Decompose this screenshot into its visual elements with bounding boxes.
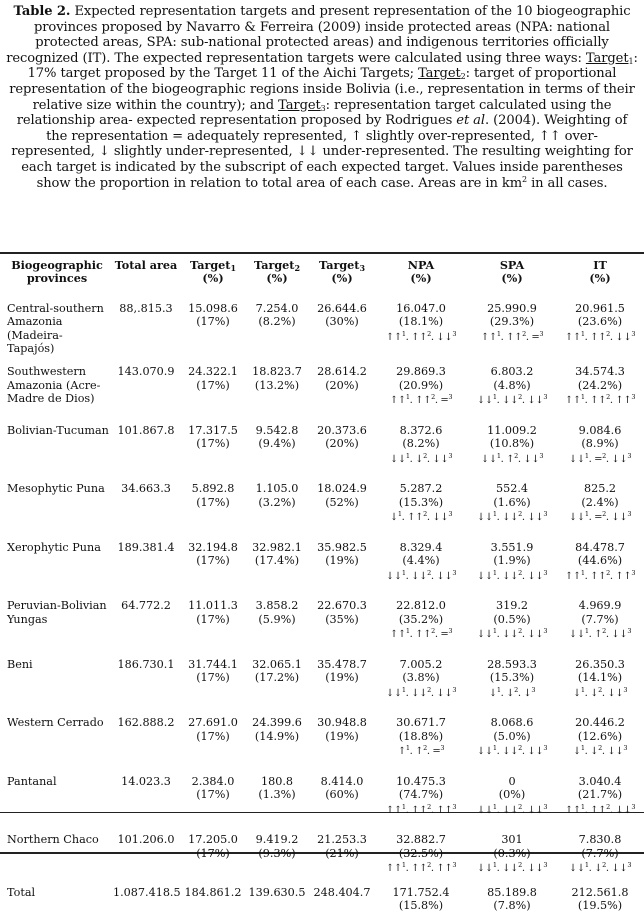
- it-percent: (12.6%): [577, 729, 623, 743]
- target-2-value: 32.982.1: [252, 540, 302, 554]
- target-2-percent: (9.3%): [258, 846, 296, 860]
- target-2-percent: (1.3%): [258, 788, 296, 802]
- target-3-cell: [309, 292, 375, 356]
- target-1-value: 32.194.8: [188, 540, 238, 554]
- target-2-cell: [245, 706, 309, 765]
- target-3-percent: (19%): [325, 729, 359, 743]
- it-percent: (24.2%): [577, 378, 623, 392]
- target-2-cell: [245, 472, 309, 531]
- target-1-cell: [181, 765, 245, 824]
- target-3-cell: [309, 823, 375, 882]
- target-2-cell: [245, 765, 309, 824]
- table-label: Table 2.: [13, 4, 71, 19]
- target-1-cell: [181, 706, 245, 765]
- total-area-cell: 64.772.2: [121, 599, 171, 613]
- npa-cell: [375, 706, 467, 765]
- target-3-percent: (19%): [325, 671, 359, 685]
- target-1-percent: (17%): [196, 315, 230, 329]
- header-row: [3, 256, 643, 292]
- province-name: Northern Chaco: [7, 833, 99, 847]
- total-npa: 171.752.4 (15.8%): [392, 885, 450, 913]
- it-value: 825.2: [583, 482, 617, 496]
- total-target-3: 248.404.7: [313, 885, 371, 899]
- target-1-percent: (17%): [196, 846, 230, 860]
- target-1-value: 2.384.0: [191, 774, 235, 788]
- it-cell: [557, 589, 643, 648]
- npa-value: 16.047.0: [396, 301, 446, 315]
- npa-percent: (32.5%): [398, 846, 444, 860]
- target-3-value: 26.644.6: [317, 301, 367, 315]
- target-1-value: 15.098.6: [188, 301, 238, 315]
- total-area-cell: 101.867.8: [117, 423, 175, 437]
- target-2-cell: [245, 823, 309, 882]
- it-cell: [557, 823, 643, 882]
- npa-weighting: ↓$^1$. ↑↑$^2$. ↓↓$^3$: [389, 510, 453, 524]
- target-1-value: 5.892.8: [191, 482, 235, 496]
- table-top-rule: [0, 252, 644, 254]
- target-1-percent: (17%): [196, 437, 230, 451]
- npa-percent: (74.7%): [398, 788, 444, 802]
- spa-cell: [467, 531, 557, 590]
- target-3-value: 22.670.3: [317, 599, 367, 613]
- it-weighting: ↓↓$^1$. ↓$^2$. ↓↓$^3$: [568, 861, 632, 875]
- header-total-area: Total area: [114, 258, 178, 272]
- province-name: Pantanal: [7, 774, 57, 788]
- it-value: 26.350.3: [575, 657, 625, 671]
- target-2-percent: (8.2%): [258, 315, 296, 329]
- target-1-cell: [181, 414, 245, 473]
- target-2-percent: (14.9%): [254, 729, 300, 743]
- target-1-value: 17.205.0: [188, 833, 238, 847]
- npa-cell: [375, 531, 467, 590]
- it-percent: (2.4%): [581, 495, 619, 509]
- target-1-percent: (17%): [196, 788, 230, 802]
- target-3-cell: [309, 589, 375, 648]
- target-1-percent: (17%): [196, 378, 230, 392]
- spa-weighting: ↓↓$^1$. ↓↓$^2$. ↓↓$^3$: [476, 861, 548, 875]
- spa-percent: (1.6%): [493, 495, 531, 509]
- target-2-percent: (17.2%): [254, 671, 300, 685]
- it-cell: [557, 765, 643, 824]
- target-2-value: 1.105.0: [255, 482, 299, 496]
- npa-percent: (15.3%): [398, 495, 444, 509]
- spa-cell: [467, 589, 557, 648]
- spa-percent: (10.8%): [489, 437, 535, 451]
- target-3-cell: [309, 765, 375, 824]
- npa-value: 32.882.7: [396, 833, 446, 847]
- it-weighting: ↑↑$^1$. ↑↑$^2$. ↓↓$^3$: [564, 329, 636, 343]
- spa-weighting: ↓↓$^1$. ↓↓$^2$. ↓↓$^3$: [476, 568, 548, 582]
- target-3-percent: (20%): [325, 378, 359, 392]
- total-area-cell: 14.023.3: [121, 774, 171, 788]
- npa-weighting: ↑$^1$. ↑$^2$. =$^3$: [397, 744, 445, 758]
- npa-weighting: ↑↑$^1$. ↑↑$^2$. ↓↓$^3$: [385, 329, 457, 343]
- total-area-cell: 34.663.3: [121, 482, 171, 496]
- target-2-value: 3.858.2: [255, 599, 299, 613]
- it-cell: [557, 414, 643, 473]
- spa-value: 25.990.9: [487, 301, 537, 315]
- total-it: 212.561.8 (19.5%): [571, 885, 629, 913]
- table-row: [3, 355, 643, 414]
- total-area-cell: 162.888.2: [117, 716, 175, 730]
- npa-value: 8.329.4: [399, 540, 443, 554]
- spa-percent: (0.3%): [493, 846, 531, 860]
- target-3-percent: (52%): [325, 495, 359, 509]
- table-row: [3, 648, 643, 707]
- target-2-percent: (13.2%): [254, 378, 300, 392]
- spa-value: 552.4: [495, 482, 529, 496]
- province-name: Mesophytic Puna: [7, 482, 105, 496]
- spa-percent: (0.5%): [493, 612, 531, 626]
- it-percent: (7.7%): [581, 846, 619, 860]
- spa-percent: (4.8%): [493, 378, 531, 392]
- npa-weighting: ↓↓$^1$. ↓↓$^2$. ↓↓$^3$: [385, 568, 457, 582]
- target-1-cell: [181, 531, 245, 590]
- target-2-cell: [245, 589, 309, 648]
- target-1-percent: (17%): [196, 671, 230, 685]
- it-percent: (7.7%): [581, 612, 619, 626]
- target-1-cell: [181, 648, 245, 707]
- it-cell: [557, 472, 643, 531]
- table-row: [3, 414, 643, 473]
- header-it: IT (%): [589, 258, 611, 286]
- target-2-cell: [245, 292, 309, 356]
- table-row: [3, 292, 643, 356]
- spa-weighting: ↑↑$^1$. ↑↑$^2$. =$^3$: [480, 329, 544, 343]
- npa-value: 22.812.0: [396, 599, 446, 613]
- it-cell: [557, 648, 643, 707]
- spa-cell: [467, 823, 557, 882]
- it-value: 34.574.3: [575, 365, 625, 379]
- it-weighting: ↓↓$^1$. =$^2$. ↓↓$^3$: [568, 451, 632, 465]
- total-area-cell: 101.206.0: [117, 833, 175, 847]
- header-target-1: Target$_1$ (%): [189, 258, 237, 286]
- target-1-percent: (17%): [196, 554, 230, 568]
- spa-value: 0: [508, 774, 516, 788]
- total-area-cell: 189.381.4: [117, 540, 175, 554]
- npa-weighting: ↑↑$^1$. ↑↑$^2$. ↑↑$^3$: [385, 802, 457, 816]
- npa-weighting: ↑↑$^1$. ↑↑$^2$. =$^3$: [389, 393, 453, 407]
- header-target-2: Target$_2$ (%): [253, 258, 301, 286]
- npa-value: 10.475.3: [396, 774, 446, 788]
- table-row: [3, 765, 643, 824]
- it-percent: (8.9%): [581, 437, 619, 451]
- spa-value: 11.009.2: [487, 423, 537, 437]
- target-3-value: 21.253.3: [317, 833, 367, 847]
- npa-cell: [375, 765, 467, 824]
- npa-percent: (8.2%): [402, 437, 440, 451]
- target-3-percent: (20%): [325, 437, 359, 451]
- spa-cell: [467, 706, 557, 765]
- target-3-percent: (19%): [325, 554, 359, 568]
- it-weighting: ↑↑$^1$. ↑↑$^2$. ↑↑$^3$: [564, 393, 636, 407]
- it-cell: [557, 292, 643, 356]
- target-1-cell: [181, 589, 245, 648]
- spa-percent: (15.3%): [489, 671, 535, 685]
- it-cell: [557, 355, 643, 414]
- spa-weighting: ↓↓$^1$. ↓↓$^2$. ↓↓$^3$: [476, 627, 548, 641]
- target-2-value: 9.419.2: [255, 833, 299, 847]
- target-3-percent: (35%): [325, 612, 359, 626]
- target-3-cell: [309, 531, 375, 590]
- it-percent: (14.1%): [577, 671, 623, 685]
- target-2-value: 7.254.0: [255, 301, 299, 315]
- spa-percent: (5.0%): [493, 729, 531, 743]
- target-1-value: 17.317.5: [188, 423, 238, 437]
- target-3-value: 35.982.5: [317, 540, 367, 554]
- total-area-cell: 143.070.9: [117, 365, 175, 379]
- target-3-value: 28.614.2: [317, 365, 367, 379]
- target-3-value: 35.478.7: [317, 657, 367, 671]
- npa-percent: (3.8%): [402, 671, 440, 685]
- spa-weighting: ↓↓$^1$. ↓↓$^2$. ↓↓$^3$: [476, 802, 548, 816]
- table-row: [3, 531, 643, 590]
- target-3-percent: (60%): [325, 788, 359, 802]
- target-2-percent: (9.4%): [258, 437, 296, 451]
- npa-cell: [375, 823, 467, 882]
- npa-percent: (18.1%): [398, 315, 444, 329]
- header-spa: SPA (%): [499, 258, 525, 286]
- target-2-value: 180.8: [260, 774, 294, 788]
- spa-cell: [467, 765, 557, 824]
- npa-percent: (18.8%): [398, 729, 444, 743]
- npa-cell: [375, 589, 467, 648]
- target-3-value: 8.414.0: [320, 774, 364, 788]
- it-weighting: ↓↓$^1$. =$^2$. ↓↓$^3$: [568, 510, 632, 524]
- header-provinces: Biogeographic provinces: [11, 258, 103, 286]
- spa-percent: (1.9%): [493, 554, 531, 568]
- it-cell: [557, 706, 643, 765]
- npa-cell: [375, 648, 467, 707]
- npa-percent: (35.2%): [398, 612, 444, 626]
- npa-cell: [375, 292, 467, 356]
- npa-percent: (4.4%): [402, 554, 440, 568]
- spa-value: 28.593.3: [487, 657, 537, 671]
- target-2-cell: [245, 531, 309, 590]
- table-row: [3, 823, 643, 882]
- total-area-cell: 186.730.1: [117, 657, 175, 671]
- it-value: 20.446.2: [575, 716, 625, 730]
- spa-value: 319.2: [495, 599, 529, 613]
- spa-weighting: ↓↓$^1$. ↑$^2$. ↓↓$^3$: [480, 451, 544, 465]
- target-2-value: 32.065.1: [252, 657, 302, 671]
- target-3-percent: (30%): [325, 315, 359, 329]
- target-1-cell: [181, 355, 245, 414]
- it-value: 9.084.6: [578, 423, 622, 437]
- spa-weighting: ↓↓$^1$. ↓↓$^2$. ↓↓$^3$: [476, 393, 548, 407]
- spa-cell: [467, 292, 557, 356]
- table-row: [3, 706, 643, 765]
- it-weighting: ↓$^1$. ↓$^2$. ↓↓$^3$: [572, 685, 628, 699]
- target-2-value: 9.542.8: [255, 423, 299, 437]
- npa-cell: [375, 355, 467, 414]
- target-2-percent: (3.2%): [258, 495, 296, 509]
- spa-percent: (0%): [498, 788, 526, 802]
- target-1-cell: [181, 823, 245, 882]
- spa-weighting: ↓↓$^1$. ↓↓$^2$. ↓↓$^3$: [476, 510, 548, 524]
- target-1-value: 11.011.3: [188, 599, 238, 613]
- total-area-cell: 88,.815.3: [119, 301, 173, 315]
- it-percent: (21.7%): [577, 788, 623, 802]
- target-1-value: 27.691.0: [188, 716, 238, 730]
- it-value: 4.969.9: [578, 599, 622, 613]
- province-name: Peruvian-Bolivian Yungas: [7, 599, 107, 626]
- npa-value: 30.671.7: [396, 716, 446, 730]
- spa-cell: [467, 414, 557, 473]
- target-1-value: 31.744.1: [188, 657, 238, 671]
- header-npa: NPA (%): [407, 258, 435, 286]
- target-1-percent: (17%): [196, 612, 230, 626]
- spa-weighting: ↓↓$^1$. ↓↓$^2$. ↓↓$^3$: [476, 744, 548, 758]
- spa-value: 3.551.9: [490, 540, 534, 554]
- target-3-cell: [309, 706, 375, 765]
- npa-weighting: ↑↑$^1$. ↑↑$^2$. ↑↑$^3$: [385, 861, 457, 875]
- header-target-3: Target$_3$ (%): [318, 258, 366, 286]
- npa-weighting: ↓↓$^1$. ↓↓$^2$. ↓↓$^3$: [385, 685, 457, 699]
- target-1-percent: (17%): [196, 729, 230, 743]
- it-cell: [557, 531, 643, 590]
- province-name: Xerophytic Puna: [7, 540, 101, 554]
- npa-cell: [375, 414, 467, 473]
- spa-cell: [467, 472, 557, 531]
- target-2-percent: (5.9%): [258, 612, 296, 626]
- spa-weighting: ↓$^1$. ↓$^2$. ↓$^3$: [488, 685, 536, 699]
- spa-cell: [467, 648, 557, 707]
- representation-table: [3, 256, 643, 913]
- target-1-cell: [181, 292, 245, 356]
- province-name: Southwestern Amazonia (Acre-Madre de Dios): [7, 365, 101, 406]
- it-weighting: ↑↑$^1$. ↑↑$^2$. ↑↑$^3$: [564, 568, 636, 582]
- spa-percent: (29.3%): [489, 315, 535, 329]
- table-row: [3, 589, 643, 648]
- npa-value: 7.005.2: [399, 657, 443, 671]
- spa-cell: [467, 355, 557, 414]
- spa-value: 6.803.2: [490, 365, 534, 379]
- table-caption: Table 2. Expected representation targets and present representation of the 10 biogeographic provinces proposed by Navarro & Ferreira (2009) inside protected areas (NPA: national protected areas, SPA: sub-national protected areas) and indigenous territories officially recognized (IT). The expected representation targets were calculated using three ways: Target$_1$: 17% target proposed by the Target 11 of the Aichi Targets; Target$_2$: target of proportional representation of the biogeographic regions inside Bolivia (i.e., representation in terms of their relative size within the country); and Target$_3$: representation target calculated using the relationship area- expected representation proposed by Rodrigues et al. (2004). Weighting of the representation = adequately represented, ↑ slightly over-represented, ↑↑ over-represented, ↓ slightly under-represented, ↓↓ under-represented. The resulting weighting for each target is indicated by the subscript of each expected target. Values inside parentheses show the proportion in relation to total area of each case. Areas are in $km^2$ in all cases.: [6, 4, 638, 191]
- province-name: Western Cerrado: [7, 716, 104, 730]
- npa-percent: (20.9%): [398, 378, 444, 392]
- it-value: 7.830.8: [578, 833, 622, 847]
- npa-cell: [375, 472, 467, 531]
- province-name: Bolivian-Tucuman: [7, 423, 109, 437]
- total-label: Total: [7, 885, 36, 899]
- it-percent: (44.6%): [577, 554, 623, 568]
- it-percent: (23.6%): [577, 315, 623, 329]
- npa-value: 29.869.3: [396, 365, 446, 379]
- target-3-value: 20.373.6: [317, 423, 367, 437]
- target-3-cell: [309, 414, 375, 473]
- npa-value: 5.287.2: [399, 482, 443, 496]
- it-weighting: ↓↓$^1$. ↑$^2$. ↓↓$^3$: [568, 627, 632, 641]
- it-value: 84.478.7: [575, 540, 625, 554]
- table-row: [3, 472, 643, 531]
- it-value: 3.040.4: [578, 774, 622, 788]
- target-1-value: 24.322.1: [188, 365, 238, 379]
- spa-value: 8.068.6: [490, 716, 534, 730]
- total-row: [3, 882, 643, 913]
- npa-weighting: ↑↑$^1$. ↑↑$^2$. =$^3$: [389, 627, 453, 641]
- target-2-cell: [245, 414, 309, 473]
- province-name: Central-southern Amazonia (Madeira-Tapajós): [7, 301, 104, 356]
- target-2-cell: [245, 648, 309, 707]
- target-3-value: 18.024.9: [317, 482, 367, 496]
- it-value: 20.961.5: [575, 301, 625, 315]
- total-target-1: 184.861.2: [184, 885, 242, 899]
- province-name: Beni: [7, 657, 33, 671]
- target-2-value: 24.399.6: [252, 716, 302, 730]
- target-3-percent: (21%): [325, 846, 359, 860]
- target-3-cell: [309, 355, 375, 414]
- target-1-cell: [181, 472, 245, 531]
- it-weighting: ↓$^1$. ↓$^2$. ↓↓$^3$: [572, 744, 628, 758]
- npa-value: 8.372.6: [399, 423, 443, 437]
- target-1-percent: (17%): [196, 495, 230, 509]
- npa-weighting: ↓↓$^1$. ↓$^2$. ↓↓$^3$: [389, 451, 453, 465]
- spa-value: 301: [501, 833, 523, 847]
- target-2-cell: [245, 355, 309, 414]
- it-weighting: ↑↑$^1$. ↑↑$^2$. ↓↓$^3$: [564, 802, 636, 816]
- target-2-percent: (17.4%): [254, 554, 300, 568]
- target-3-cell: [309, 648, 375, 707]
- total-spa: 85.189.8 (7.8%): [487, 885, 537, 913]
- total-area: 1.087.418.5: [113, 885, 181, 899]
- total-target-2: 139.630.5: [248, 885, 306, 899]
- target-2-value: 18.823.7: [252, 365, 302, 379]
- target-3-value: 30.948.8: [317, 716, 367, 730]
- target-3-cell: [309, 472, 375, 531]
